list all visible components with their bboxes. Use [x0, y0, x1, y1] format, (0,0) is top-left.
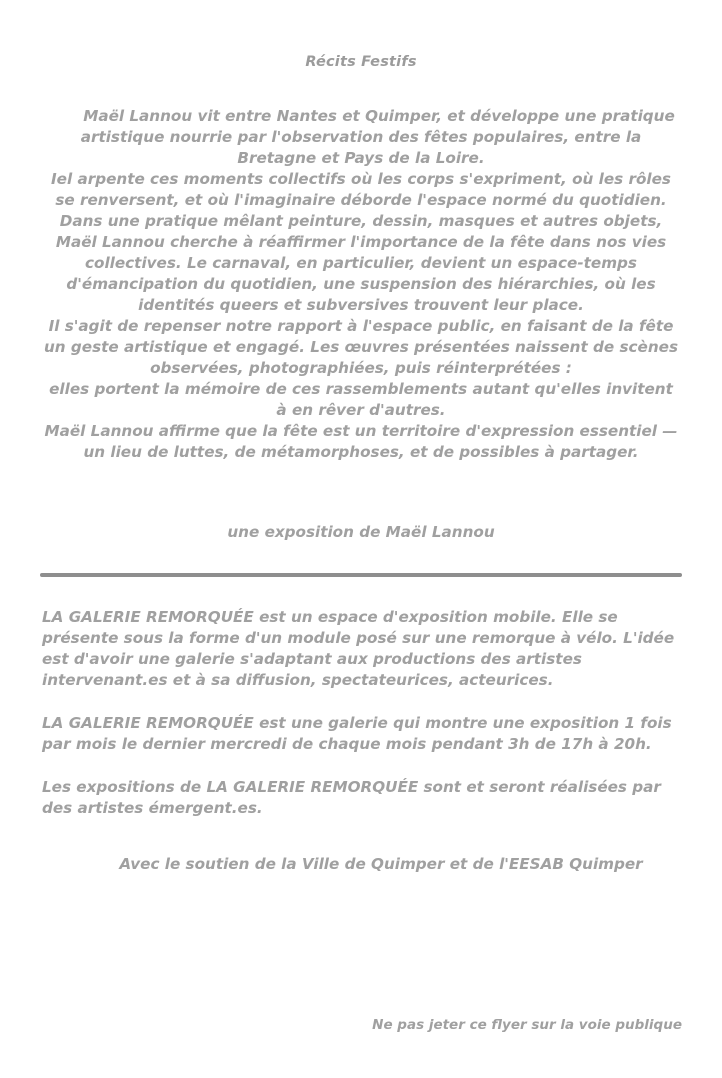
page-title: Récits Festifs [305, 54, 417, 70]
horizontal-divider [40, 573, 682, 577]
intro-paragraph: elles portent la mémoire de ces rassemblements autant qu'elles invitent à en rêver d'autres. [49, 380, 673, 419]
flyer-page [0, 54, 722, 1078]
intro-paragraph: Maël Lannou vit entre Nantes et Quimper, et développe une pratique artistique nourrie par l'observation des fêtes populaires, entre la Bretagne et Pays de la Loire. [80, 107, 675, 167]
footer-note: Ne pas jeter ce flyer sur la voie publique [372, 1017, 682, 1033]
exposition-credit: une exposition de Maël Lannou [227, 523, 495, 541]
intro-paragraph: Maël Lannou affirme que la fête est un territoire d'expression essentiel — un lieu de luttes, de métamorphoses, et de possibles à partager. [44, 422, 678, 461]
intro-paragraph: Iel arpente ces moments collectifs où les corps s'expriment, où les rôles se renversent, et où l'imaginaire déborde l'espace normé du quotidien. [51, 170, 671, 209]
info-paragraph: LA GALERIE REMORQUÉE est un espace d'exposition mobile. Elle se présente sous la forme d'un module posé sur une remorque à vélo. L'idée est d'avoir une galerie s'adaptant aux productions des artistes intervenant.es et à sa diffusion, spectateurices, acteurices. [42, 608, 675, 689]
intro-paragraph: Il s'agit de repenser notre rapport à l'espace public, en faisant de la fête un geste artistique et engagé. Les œuvres présentées naissent de scènes observées, photographiées, puis réinterprétées : [44, 317, 678, 377]
support-line: Avec le soutien de la Ville de Quimper et de l'EESAB Quimper [119, 855, 643, 873]
info-paragraph: Les expositions de LA GALERIE REMORQUÉE sont et seront réalisées par des artistes émergent.es. [42, 778, 661, 817]
intro-paragraph: Dans une pratique mêlant peinture, dessin, masques et autres objets, Maël Lannou cherche à réaffirmer l'importance de la fête dans nos vies collectives. Le carnaval, en particulier, devient un espace-temps d'émancipation du quotidien, une suspension des hiérarchies, où les identités queers et subversives trouvent leur place. [55, 212, 667, 314]
intro-text [34, 106, 688, 463]
gallery-info [34, 607, 688, 819]
info-paragraph: LA GALERIE REMORQUÉE est une galerie qui montre une exposition 1 fois par mois le dernier mercredi de chaque mois pendant 3h de 17h à 20h. [42, 714, 672, 753]
